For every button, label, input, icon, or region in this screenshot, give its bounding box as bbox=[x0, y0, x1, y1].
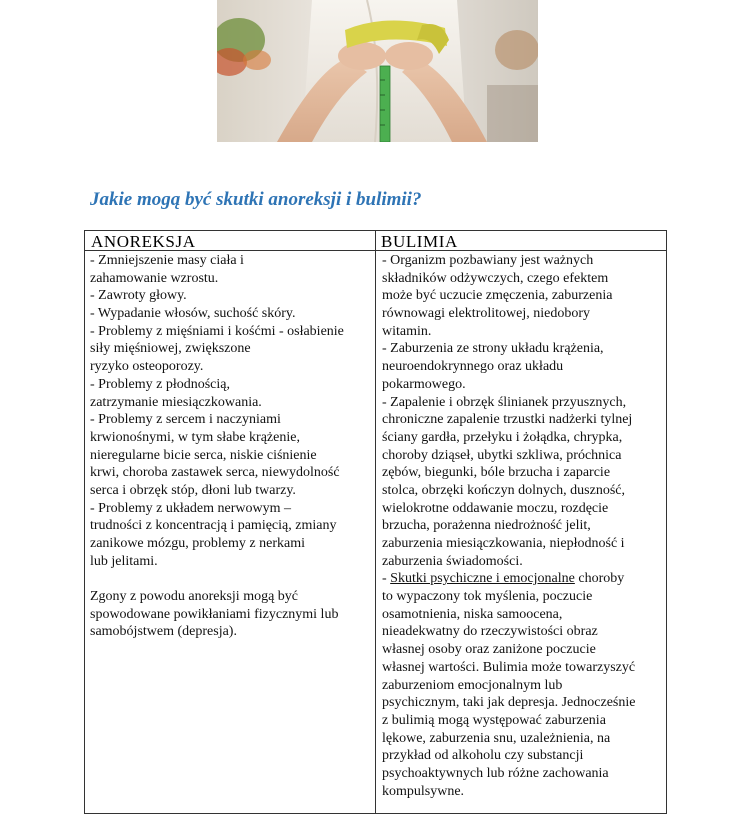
bulimia-line: zaburzeniom emocjonalnym lub bbox=[382, 677, 563, 693]
bulimia-line: pokarmowego. bbox=[382, 376, 466, 392]
anoreksja-summary-line: samobójstwem (depresja). bbox=[90, 624, 237, 640]
anoreksja-summary-line: spowodowane powikłaniami fizycznymi lub bbox=[90, 606, 339, 622]
anoreksja-line: zatrzymanie miesiączkowania. bbox=[90, 394, 262, 410]
anoreksja-line: - Problemy z sercem i naczyniami bbox=[90, 412, 281, 428]
bulimia-line: witamin. bbox=[382, 323, 432, 339]
anoreksja-line: - Zawroty głowy. bbox=[90, 288, 187, 304]
anoreksja-line: - Problemy z płodnością, bbox=[90, 376, 230, 392]
anoreksja-cell bbox=[90, 252, 372, 641]
bulimia-line: psychoaktywnych lub różne zachowania bbox=[382, 765, 609, 781]
column-divider bbox=[375, 231, 376, 813]
anoreksja-line: trudności z koncentracją i pamięcią, zmiany bbox=[90, 518, 337, 534]
bulimia-psych-suffix: choroby bbox=[574, 571, 625, 587]
bulimia-line: chroniczne zapalenie trzustki nadżerki tylnej bbox=[382, 412, 633, 428]
effects-table bbox=[84, 230, 667, 814]
header-anoreksja: ANOREKSJA bbox=[91, 232, 196, 251]
anoreksja-line: - Problemy z układem nerwowym – bbox=[90, 500, 292, 516]
bulimia-line: składników odżywczych, czego efektem bbox=[382, 270, 609, 286]
bulimia-line: - Zapalenie i obrzęk ślinianek przyusznych, bbox=[382, 394, 627, 410]
bulimia-line: może być uczucie zmęczenia, zaburzenia bbox=[382, 288, 613, 304]
anoreksja-line: serca i obrzęk stóp, dłoni lub twarzy. bbox=[90, 482, 296, 498]
anoreksja-line: zahamowanie wzrostu. bbox=[90, 270, 219, 286]
bulimia-line: stolca, obrzęki kończyn dolnych, duszność, bbox=[382, 482, 625, 498]
header-bulimia: BULIMIA bbox=[381, 232, 458, 251]
bulimia-psych-effects-list bbox=[382, 588, 664, 800]
bulimia-line: równowagi elektrolitowej, niedobory bbox=[382, 306, 591, 322]
bulimia-cell bbox=[382, 252, 664, 800]
anoreksja-line: nieregularne bicie serca, niskie ciśnienie bbox=[90, 447, 317, 463]
measuring-tape-photo bbox=[217, 0, 538, 142]
anoreksja-line: krwi, choroba zastawek serca, niewydolność bbox=[90, 465, 340, 481]
anoreksja-line: lub jelitami. bbox=[90, 553, 158, 569]
anoreksja-summary bbox=[90, 588, 372, 641]
bulimia-psych-line bbox=[382, 570, 664, 588]
measuring-tape-illustration bbox=[217, 0, 538, 142]
bulimia-line: brzucha, porażenna niedrożność jelit, bbox=[382, 518, 591, 534]
anoreksja-summary-line: Zgony z powodu anoreksji mogą być bbox=[90, 589, 299, 605]
bulimia-line: zębów, biegunki, bóle brzucha i zaparcie bbox=[382, 465, 611, 481]
bulimia-line: zaburzenia miesiączkowania, niepłodność i bbox=[382, 536, 625, 551]
paragraph-gap bbox=[90, 570, 372, 588]
bulimia-line: lękowe, zaburzenia snu, uzależnienia, na bbox=[382, 730, 611, 746]
anoreksja-line: siły mięśniowej, zwiększone bbox=[90, 341, 251, 357]
bulimia-line: - Organizm pozbawiany jest ważnych bbox=[382, 253, 594, 268]
bulimia-effects-list bbox=[382, 252, 664, 570]
anoreksja-line: - Problemy z mięśniami i kośćmi - osłabienie bbox=[90, 323, 344, 339]
bulimia-line: choroby dziąseł, ubytki szkliwa, próchnica bbox=[382, 447, 622, 463]
bulimia-line: ściany gardła, przełyku i żołądka, chrypka, bbox=[382, 429, 623, 445]
bulimia-line: własnej wartości. Bulimia może towarzyszyć bbox=[382, 659, 636, 675]
bulimia-line: z bulimią mogą występować zaburzenia bbox=[382, 712, 606, 728]
anoreksja-line: - Zmniejszenie masy ciała i bbox=[90, 253, 244, 268]
anoreksja-line: ryzyko osteoporozy. bbox=[90, 359, 204, 375]
bulimia-psych-prefix: - bbox=[382, 571, 391, 587]
bulimia-line: kompulsywne. bbox=[382, 783, 465, 799]
bulimia-line: - Zaburzenia ze strony układu krążenia, bbox=[382, 341, 604, 357]
page-heading: Jakie mogą być skutki anoreksji i bulimii? bbox=[90, 189, 422, 210]
bulimia-line: nieadekwatny do rzeczywistości obraz bbox=[382, 624, 598, 640]
anoreksja-line: - Wypadanie włosów, suchość skóry. bbox=[90, 306, 296, 322]
bulimia-line: osamotnienia, niska samoocena, bbox=[382, 606, 563, 622]
bulimia-line: wielokrotne oddawanie moczu, rozdęcie bbox=[382, 500, 609, 516]
anoreksja-effects-list bbox=[90, 252, 372, 570]
bulimia-line: neuroendokrynnego oraz układu bbox=[382, 359, 564, 375]
bulimia-line: psychicznym, taki jak depresja. Jednocześnie bbox=[382, 695, 636, 711]
bulimia-line: przykład od alkoholu czy substancji bbox=[382, 748, 584, 764]
bulimia-line: to wypaczony tok myślenia, poczucie bbox=[382, 589, 593, 605]
bulimia-line: własnej osoby oraz zaniżone poczucie bbox=[382, 642, 596, 658]
bulimia-line: zaburzenia świadomości. bbox=[382, 553, 523, 569]
psych-effects-link[interactable]: Skutki psychiczne i emocjonalne bbox=[390, 571, 575, 587]
anoreksja-line: krwionośnymi, w tym słabe krążenie, bbox=[90, 429, 300, 445]
anoreksja-line: zanikowe mózgu, problemy z nerkami bbox=[90, 536, 305, 551]
